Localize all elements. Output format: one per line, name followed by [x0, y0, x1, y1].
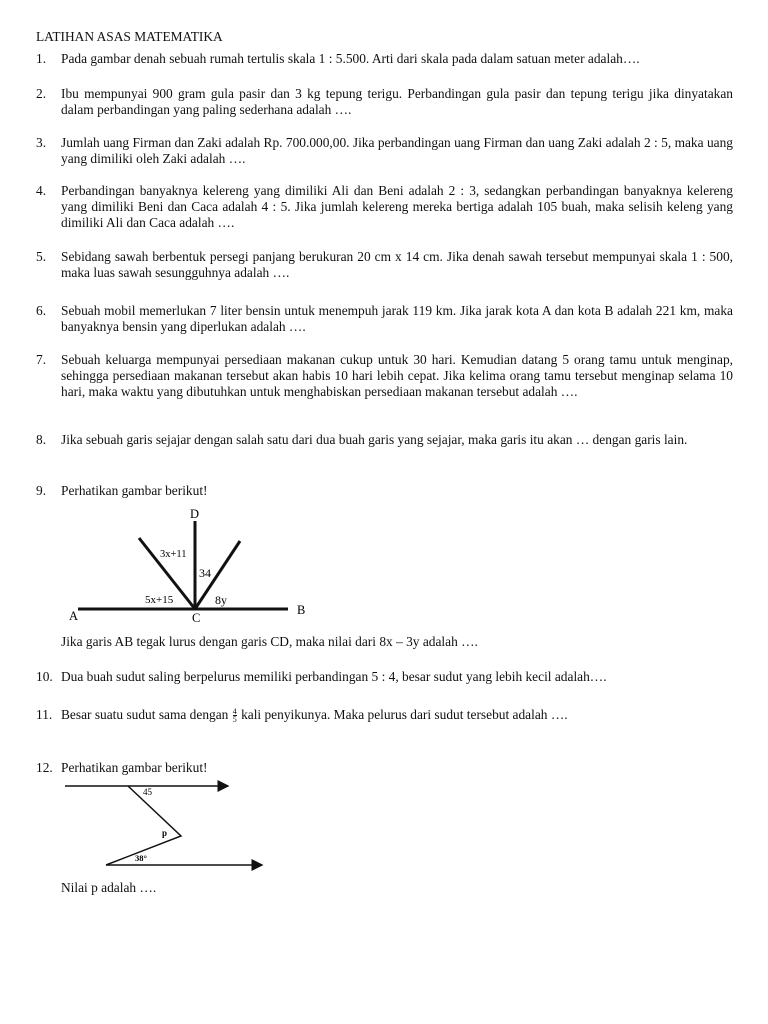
question-number: 8. — [36, 432, 47, 447]
text-before: Besar suatu sudut sama dengan — [61, 707, 229, 722]
fraction-numerator: 4 — [232, 707, 237, 717]
label-d: D — [190, 507, 200, 521]
question-number: 6. — [36, 303, 47, 318]
question-text: Perhatikan gambar berikut! — [61, 760, 208, 775]
question-number: 2. — [36, 86, 47, 101]
question-number: 5. — [36, 249, 47, 264]
question-text: Nilai p adalah …. — [61, 880, 157, 895]
question-number: 1. — [36, 51, 47, 66]
question-subtext — [36, 880, 733, 896]
question-text: Dua buah sudut saling berpelurus memiliki perbandingan 5 : 4, besar sudut yang lebih kecil adalah…. — [61, 669, 607, 684]
page-title: LATIHAN ASAS MATEMATIKA — [36, 29, 223, 44]
angle-label-1: 3x+11 — [160, 549, 187, 560]
label-c: C — [192, 611, 201, 625]
question-number: 4. — [36, 183, 47, 198]
angle-label-3: 5x+15 — [145, 594, 174, 606]
question-text: Perbandingan banyaknya kelereng yang dimiliki Ali dan Beni adalah 2 : 3, sedangkan perbandingan banyaknya kelereng yang dimiliki Beni dan Caca adalah 4 : 5. Jika jumlah kelereng mereka bertiga adalah 105 buah, maka selisih keleng yang dimiliki Ali dan Caca adalah …. — [61, 183, 733, 230]
question-text: Sebidang sawah berbentuk persegi panjang berukuran 20 cm x 14 cm. Jika denah sawah tersebut mempunyai skala 1 : 500, maka luas sawah sesungguhnya adalah …. — [61, 249, 733, 280]
angle-label-2: 34 — [199, 566, 211, 580]
angle-label-4: 8y — [215, 593, 227, 607]
label-a: A — [69, 609, 79, 623]
question-number: 7. — [36, 352, 47, 367]
angle-label-bottom: 38° — [135, 853, 147, 863]
question-text: Jika sebuah garis sejajar dengan salah satu dari dua buah garis yang sejajar, maka garis itu akan … dengan garis lain. — [61, 432, 688, 447]
angle-label-top: 45 — [143, 787, 152, 797]
text-after: kali penyikunya. Maka pelurus dari sudut tersebut adalah …. — [241, 707, 568, 722]
question-number: 3. — [36, 135, 47, 150]
question-text: Perhatikan gambar berikut! — [61, 483, 208, 498]
label-b: B — [297, 603, 306, 617]
question-number: 9. — [36, 483, 47, 498]
question-text: Ibu mempunyai 900 gram gula pasir dan 3 kg tepung terigu. Perbandingan gula pasir dan tepung terigu jika dinyatakan dalam perbandingan yang paling sederhana adalah …. — [61, 86, 733, 117]
question-number: 12. — [36, 760, 53, 775]
question-number: 10. — [36, 669, 53, 684]
question-text: Jika garis AB tegak lurus dengan garis CD, maka nilai dari 8x – 3y adalah …. — [61, 634, 478, 649]
fraction-denominator: 5 — [232, 715, 237, 725]
angle-label-p: p — [162, 828, 168, 838]
question-text: Sebuah keluarga mempunyai persediaan makanan cukup untuk 30 hari. Kemudian datang 5 orang tamu untuk menginap, sehingga persediaan makanan tersebut akan habis 10 hari lebih cepat. Jika kelima orang tamu tersebut menginap selama 10 hari, maka waktu yang dibutuhkan untuk menghabiskan persediaan makanan tersebut adalah …. — [61, 352, 733, 399]
question-text: Pada gambar denah sebuah rumah tertulis skala 1 : 5.500. Arti dari skala pada dalam satuan meter adalah…. — [61, 51, 640, 66]
question-number: 11. — [36, 707, 53, 722]
question-text: Jumlah uang Firman dan Zaki adalah Rp. 700.000,00. Jika perbandingan uang Firman dan uang Zaki adalah 2 : 5, maka uang yang dimiliki oleh Zaki adalah …. — [61, 135, 733, 166]
question-text: Sebuah mobil memerlukan 7 liter bensin untuk menempuh jarak 119 km. Jika jarak kota A dan kota B adalah 221 km, maka banyaknya bensin yang diperlukan adalah …. — [61, 303, 733, 334]
